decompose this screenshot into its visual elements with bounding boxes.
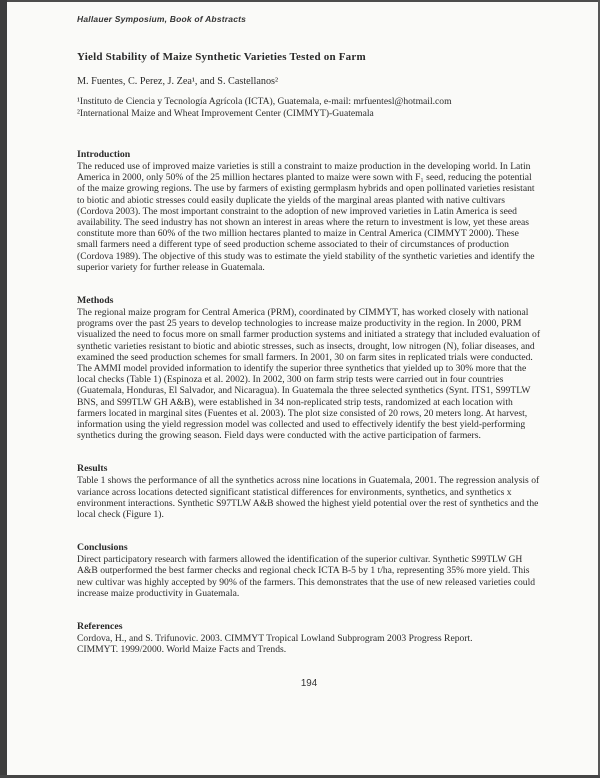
section-body-conclusions: Direct participatory research with farmers allowed the identification of the superior cultivar. Synthetic S99TLW GH A&B outperformed the best farmer checks and regional check ICTA B-5 by 1 t/ha, representing 35% more yield. This new cultivar was highly accepted by 90% of the farmers. This demonstrates that the use of new released varieties could increase maize productivity in Guatemala. bbox=[77, 554, 536, 599]
page-content bbox=[77, 14, 541, 689]
section-body-methods: The regional maize program for Central America (PRM), coordinated by CIMMYT, has worked closely with national programs over the past 25 years to develop technologies to increase maize productivity in the region. In 2000, PRM visualized the need to focus more on small farmer production systems and initiated a strategy that included evaluation of synthetic varieties resistant to biotic and abiotic stresses, such as insects, drought, low nitrogen (N), foliar diseases, and examined the seed production schemes for small farmers. In 2001, 30 on farm sites in replicated trials were conducted. The AMMI model provided information to identify the superior three synthetics that yielded up to 30% more that the local checks (Table 1) (Espinoza et al. 2002). In 2002, 300 on farm strip tests were carried out in four countries (Guatemala, Honduras, El Salvador, and Nicaragua). In Guatemala the three selected synthetics (Synt. ITS1, S99TLW BNS, and S99TLW GH A&B), were established in 34 non-replicated strip tests, randomized at each location with farmers located in marginal sites (Fuentes et al. 2003). The plot size consisted of 20 rows, 20 meters long. At harvest, information using the yield regression model was collected and used to effectively identify the best yield-performing synthetics during the growing season. Field days were conducted with the active participation of farmers. bbox=[77, 307, 541, 442]
page-border-top bbox=[0, 0, 600, 2]
section-heading-methods: Methods bbox=[77, 295, 114, 307]
section-body-results: Table 1 shows the performance of all the synthetics across nine locations in Guatemala, 2001. The regression analysis of variance across locations detected significant statistical differences for environments, synthetics, and synthetics x environment interactions. Synthetic S97TLW A&B showed the highest yield potential over the rest of synthetics and the local check (Figure 1). bbox=[77, 475, 540, 521]
page-number: 194 bbox=[300, 677, 318, 689]
author-list: M. Fuentes, C. Perez, J. Zea¹, and S. Castellanos² bbox=[77, 76, 279, 87]
section-methods bbox=[77, 295, 541, 441]
affiliation-2: ²International Maize and Wheat Improvement Center (CIMMYT)-Guatemala bbox=[77, 108, 374, 119]
section-heading-introduction: Introduction bbox=[77, 149, 131, 160]
affiliation-1: ¹Instituto de Ciencia y Tecnología Agrícola (ICTA), Guatemala, e-mail: mrfuentesl@hotmail.com bbox=[77, 96, 452, 107]
section-heading-references: References bbox=[77, 621, 123, 633]
affiliations bbox=[77, 96, 541, 120]
section-heading-results: Results bbox=[77, 463, 108, 475]
reference-item-1: Cordova, H., and S. Trifunovic. 2003. CIMMYT Tropical Lowland Subprogram 2003 Progress Report. bbox=[77, 633, 473, 645]
article-title: Yield Stability of Maize Synthetic Varieties Tested on Farm bbox=[77, 51, 366, 63]
running-header: Hallauer Symposium, Book of Abstracts bbox=[77, 14, 247, 24]
section-results bbox=[77, 463, 541, 520]
page-border-left bbox=[0, 0, 7, 778]
section-body-introduction: The reduced use of improved maize varieties is still a constraint to maize production in the developing world. In Latin America in 2000, only 50% of the 25 million hectares planted to maize were sown with F₁ seed, reducing the potential of the maize growing regions. The use by farmers of existing germplasm hybrids and open pollinated varieties resistant to biotic and abiotic stresses could easily duplicate the yields of the marginal areas planted with native cultivars (Cordova 2003). The most important constraint to the adoption of new improved varieties in Latin America is seed availability. The seed industry has not shown an interest in areas where the return to investment is low, yet these areas constitute more than 60% of the two million hectares planted to maize in Central America (CIMMYT 2000). These small farmers need a different type of seed production scheme associated to their of circumstances of production (Cordova 1989). The objective of this study was to estimate the yield stability of the synthetic varieties and identify the superior variety for further release in Guatemala. bbox=[77, 161, 535, 273]
section-conclusions bbox=[77, 542, 541, 599]
reference-item-2: CIMMYT. 1999/2000. World Maize Facts and Trends. bbox=[77, 644, 287, 656]
section-references bbox=[77, 621, 541, 656]
section-heading-conclusions: Conclusions bbox=[77, 542, 128, 554]
section-introduction bbox=[77, 149, 541, 273]
